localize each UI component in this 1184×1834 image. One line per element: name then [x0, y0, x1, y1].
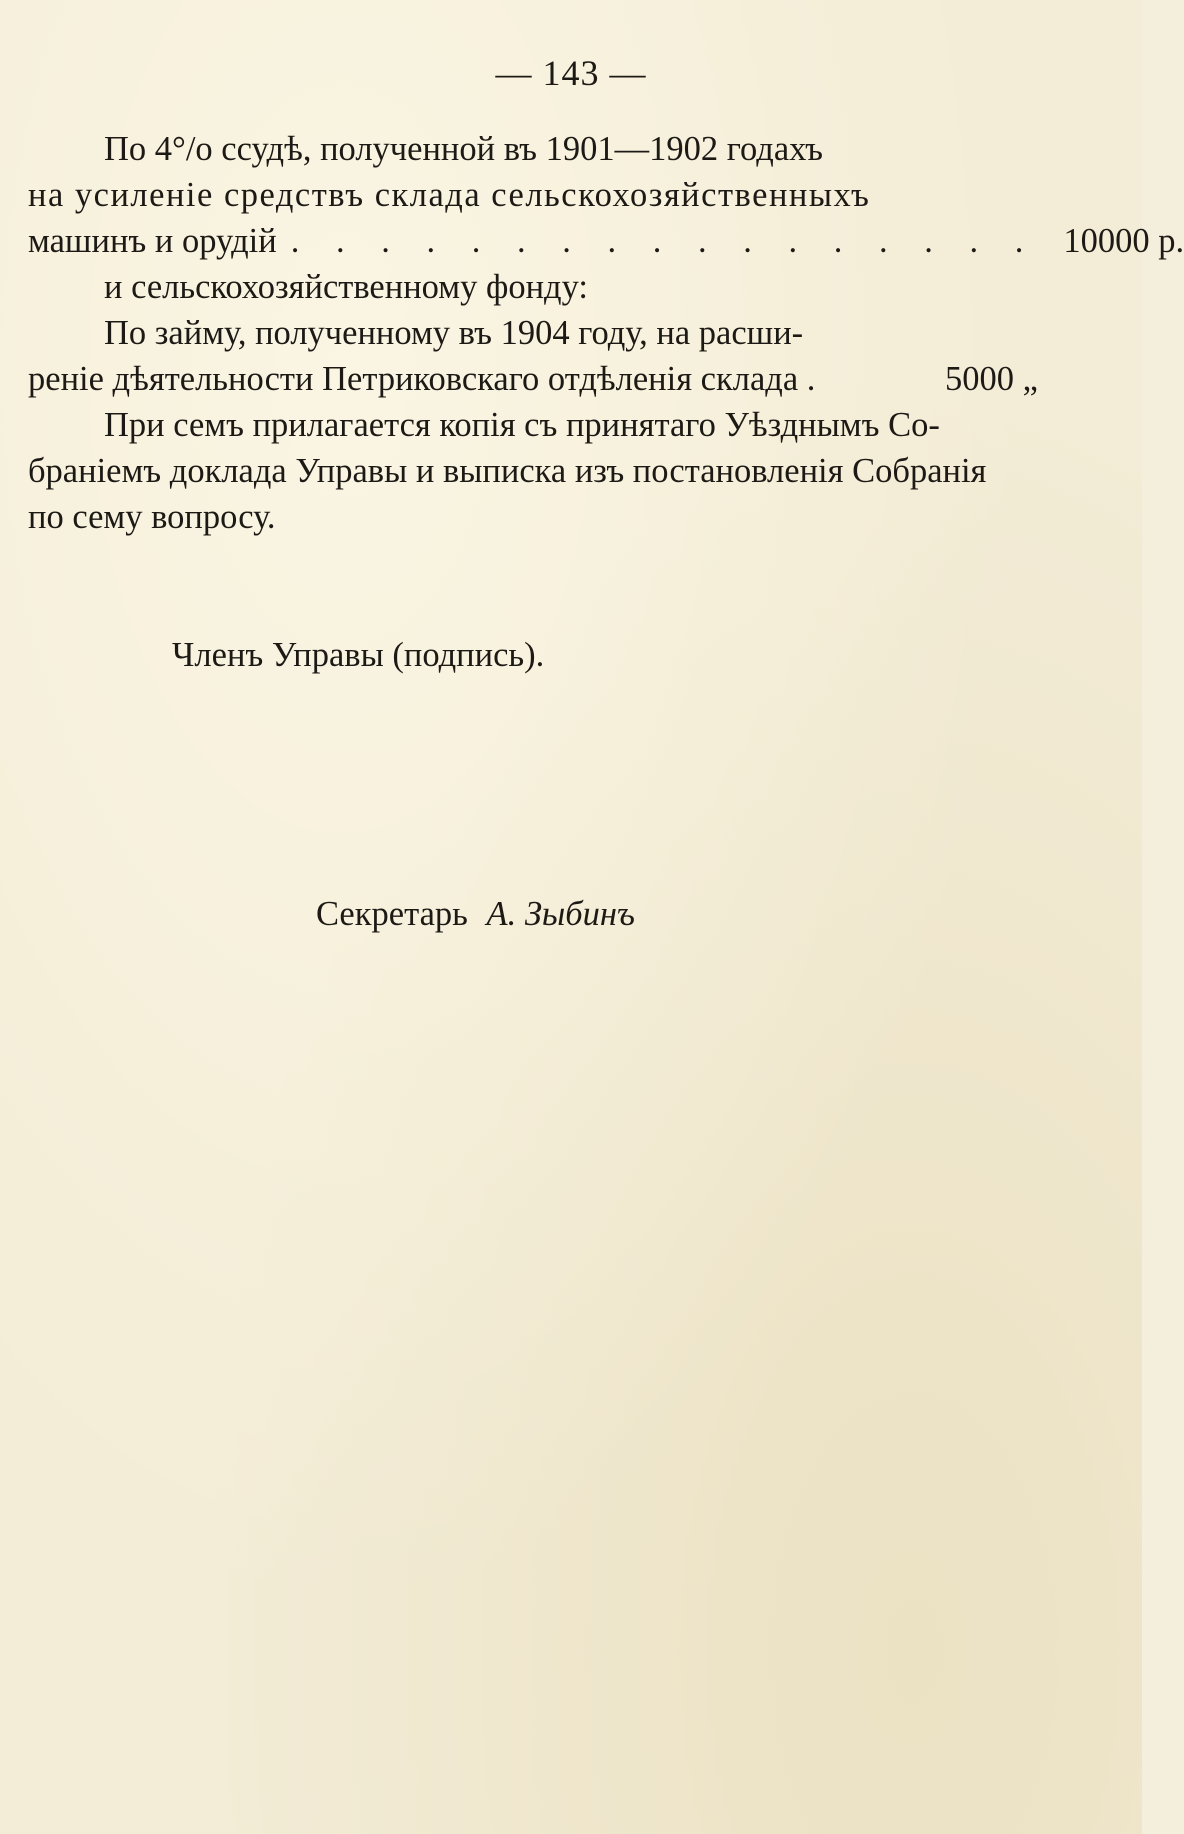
line-text: и сельскохозяйственному фонду: [104, 268, 588, 306]
text-line-9 [28, 494, 1038, 540]
line-text: машинъ и орудій [28, 222, 277, 260]
amount-value: 10000 р. [1063, 222, 1184, 260]
line-text: по сему вопросу. [28, 498, 276, 536]
amount-value: 5000 „ [945, 360, 1038, 398]
secretary-label: Секретарь [316, 895, 468, 933]
line-text: реніе дѣятельности Петриковскаго отдѣленія склада . [28, 360, 816, 398]
text-line-4 [28, 264, 1038, 310]
text-line-1 [28, 126, 1038, 172]
line-text: По займу, полученному въ 1904 году, на расши- [104, 314, 804, 352]
leader-dots: . . . . . . . . . . . . . . . . . [290, 222, 1038, 260]
page-number: — 143 — [495, 53, 647, 93]
text-line-2 [28, 172, 1038, 218]
text-line-6 [28, 356, 1038, 402]
board-member-signature-line: Членъ Управы (подпись). [172, 636, 545, 674]
text-line-8 [28, 448, 1038, 494]
text-line-3 [28, 218, 1184, 264]
text-line-5 [28, 310, 1038, 356]
secretary-name: А. Зыбинъ [486, 895, 635, 933]
line-text: По 4°/о ссудѣ, полученной въ 1901—1902 годахъ [104, 130, 823, 168]
report-body [28, 126, 1184, 540]
line-text: При семъ прилагается копія съ принятаго Уѣзднымъ Со- [104, 406, 940, 444]
line-text: на усиленіе средствъ склада сельскохозяйственныхъ [28, 176, 871, 214]
line-text: браніемъ доклада Управы и выписка изъ постановленія Собранія [28, 452, 987, 490]
secretary-signature [316, 895, 635, 934]
text-line-7 [28, 402, 1038, 448]
